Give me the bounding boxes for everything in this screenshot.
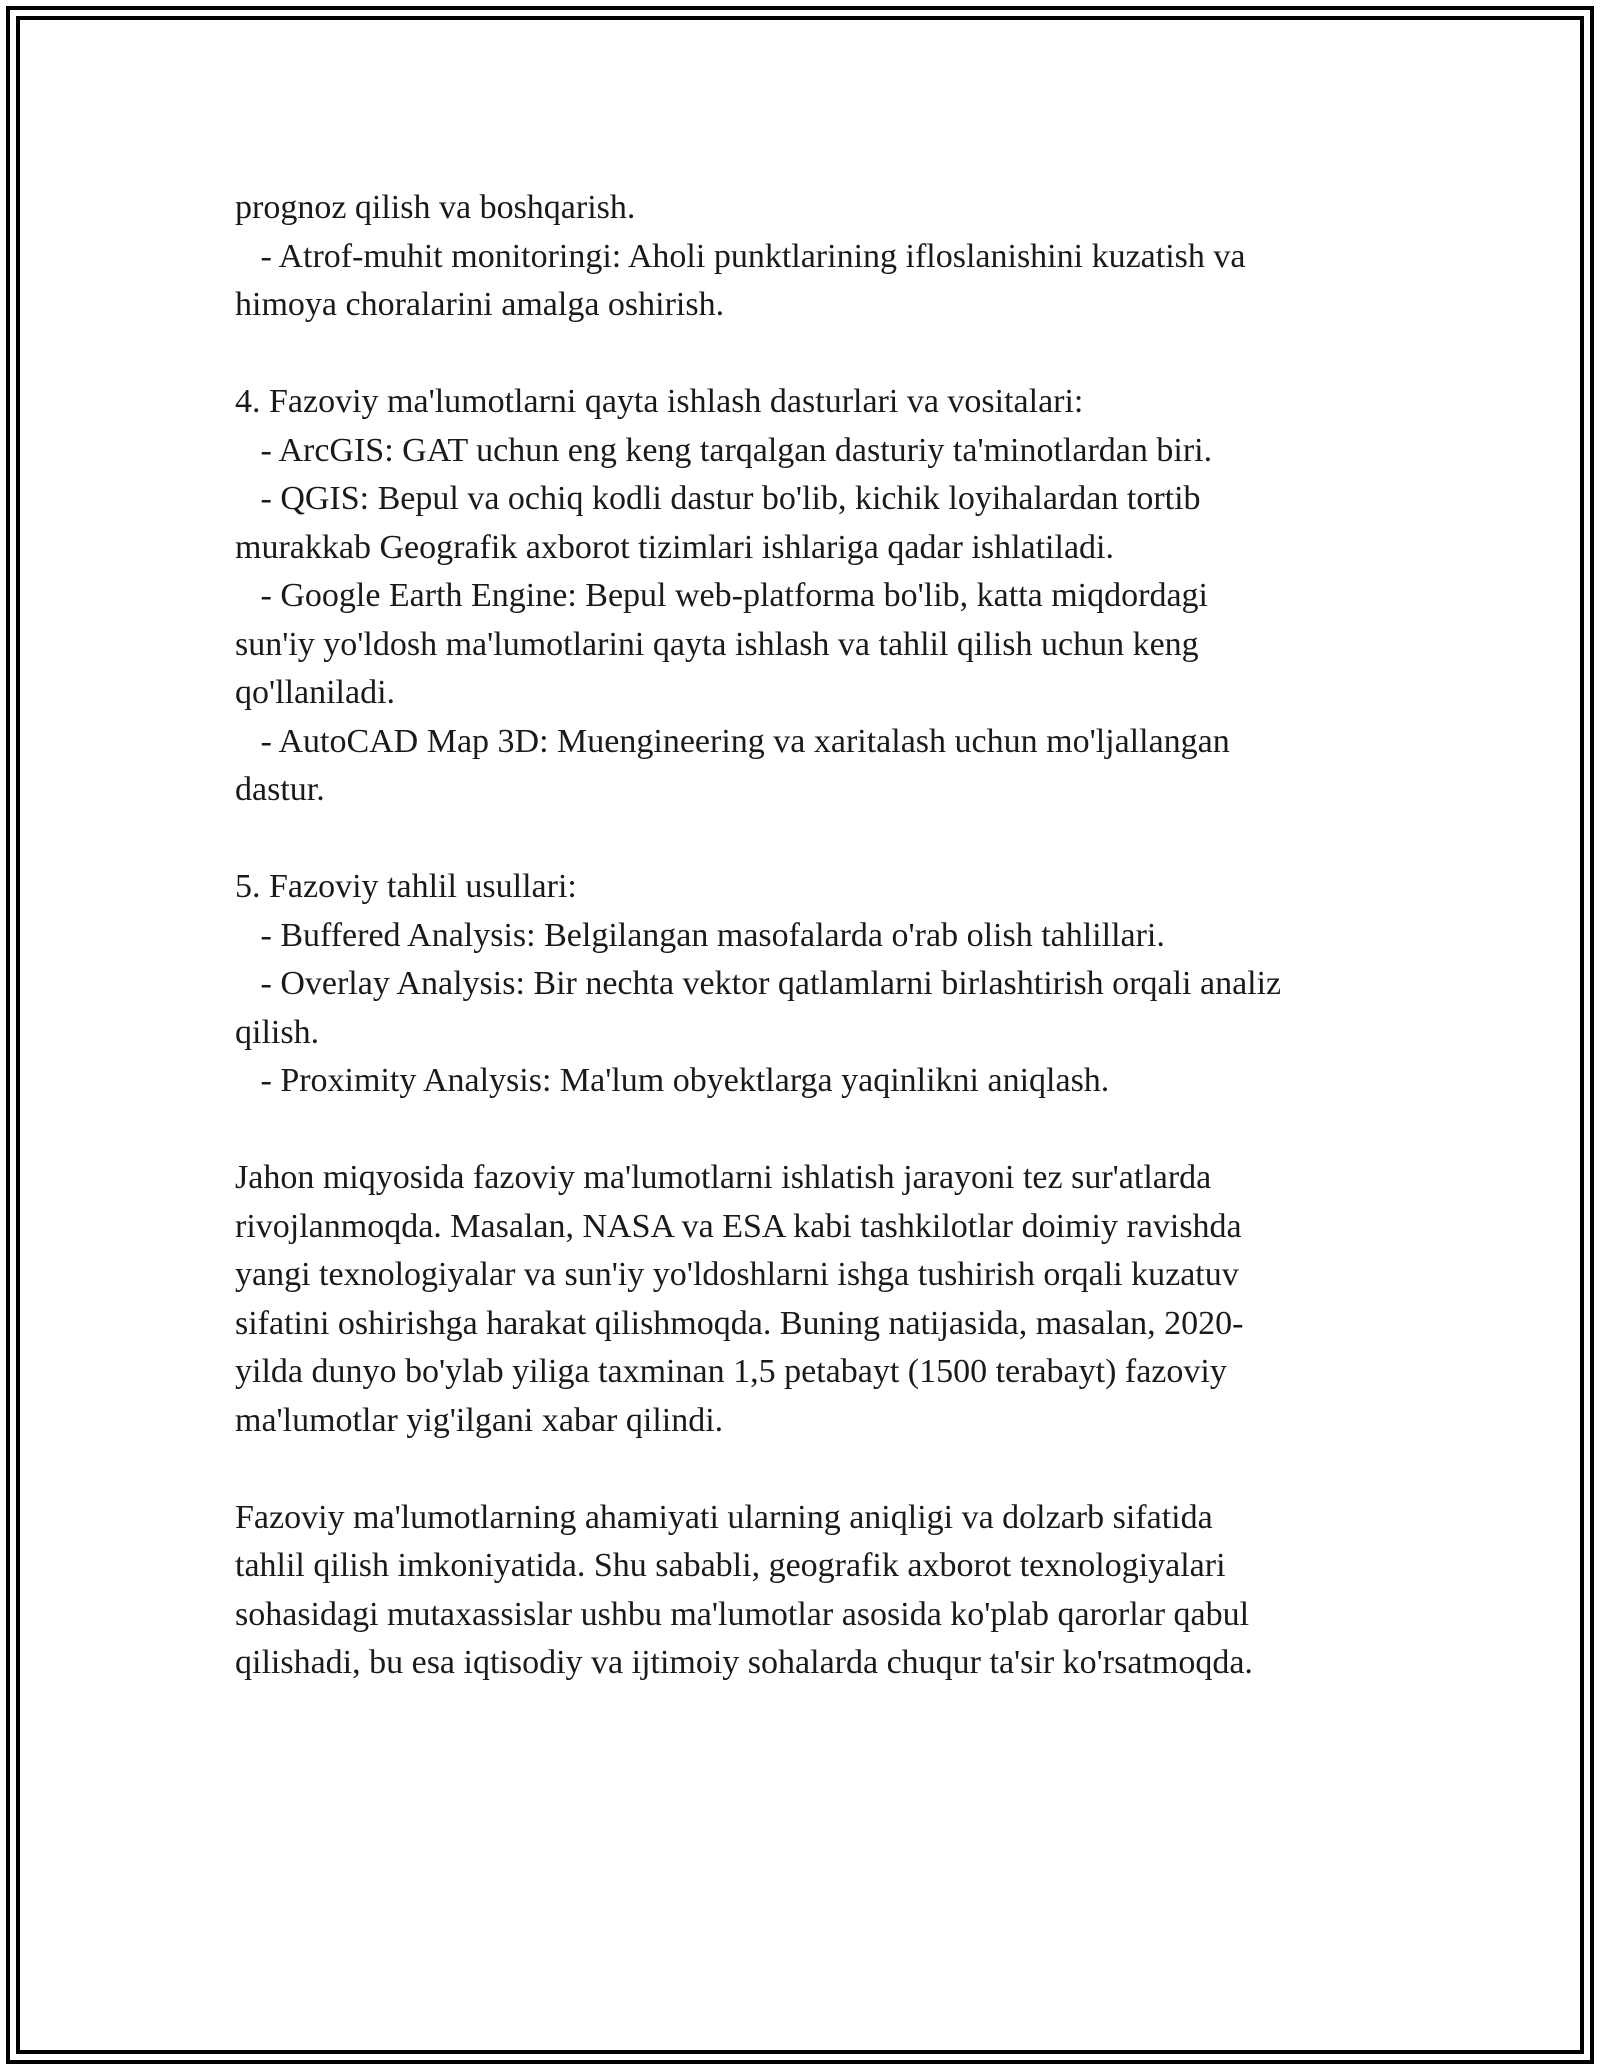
text-line: prognoz qilish va boshqarish. [235, 189, 636, 226]
text-line: tahlil qilish imkoniyatida. Shu sababli, geografik axborot texnologiyalari [235, 1547, 1226, 1584]
text-line: murakkab Geografik axborot tizimlari ishlariga qadar ishlatiladi. [235, 528, 1114, 566]
list-item: - Google Earth Engine: Bepul web-platforma bo'lib, katta miqdordagi [235, 577, 1208, 614]
text-line: qilishadi, bu esa iqtisodiy va ijtimoiy sohalarda chuqur ta'sir ko'rsatmoqda. [235, 1644, 1253, 1681]
paragraph-spacer [235, 1106, 1385, 1155]
text-line: sohasidagi mutaxassislar ushbu ma'lumotlar asosida ko'plab qarorlar qabul [235, 1595, 1250, 1633]
document-body [235, 184, 1385, 1688]
paragraph-spacer [235, 1445, 1385, 1494]
list-item: - AutoCAD Map 3D: Muengineering va xaritalash uchun mo'ljallangan [235, 722, 1230, 760]
text-line: qilish. [235, 1013, 320, 1051]
paragraph-spacer [235, 330, 1385, 379]
list-item: - QGIS: Bepul va ochiq kodli dastur bo'lib, kichik loyihalardan tortib [235, 480, 1201, 517]
paragraph-global-trends [235, 1154, 1385, 1445]
text-line: Jahon miqyosida fazoviy ma'lumotlarni ishlatish jarayoni tez sur'atlarda [235, 1159, 1212, 1196]
list-item: - Overlay Analysis: Bir nechta vektor qatlamlarni birlashtirish orqali analiz [235, 965, 1282, 1002]
paragraph-continuation [235, 184, 1385, 330]
text-line: yangi texnologiyalar va sun'iy yo'ldoshlarni ishga tushirish orqali kuzatuv [235, 1256, 1239, 1293]
section-heading: 5. Fazoviy tahlil usullari: [235, 868, 577, 905]
text-line: yilda dunyo bo'ylab yiliga taxminan 1,5 petabayt (1500 terabayt) fazoviy [235, 1353, 1227, 1390]
text-line: qo'llaniladi. [235, 674, 396, 711]
text-line: himoya choralarini amalga oshirish. [235, 286, 725, 323]
text-line: sifatini oshirishga harakat qilishmoqda. Buning natijasida, masalan, 2020- [235, 1304, 1244, 1342]
text-line: Fazoviy ma'lumotlarning ahamiyati ularning aniqligi va dolzarb sifatida [235, 1498, 1213, 1536]
list-item: - ArcGIS: GAT uchun eng keng tarqalgan dasturiy ta'minotlardan biri. [235, 431, 1213, 469]
section-heading: 4. Fazoviy ma'lumotlarni qayta ishlash dasturlari va vositalari: [235, 383, 1084, 420]
list-item: - Proximity Analysis: Ma'lum obyektlarga yaqinlikni aniqlash. [235, 1062, 1110, 1099]
text-line: sun'iy yo'ldosh ma'lumotlarini qayta ishlash va tahlil qilish uchun keng [235, 625, 1199, 663]
section-analysis-methods [235, 863, 1385, 1106]
paragraph-importance [235, 1494, 1385, 1688]
list-item: - Buffered Analysis: Belgilangan masofalarda o'rab olish tahlillari. [235, 916, 1165, 954]
paragraph-spacer [235, 815, 1385, 864]
text-line: - Atrof-muhit monitoringi: Aholi punktlarining ifloslanishini kuzatish va [235, 237, 1246, 275]
text-line: dastur. [235, 771, 325, 808]
section-software-tools [235, 378, 1385, 815]
text-line: ma'lumotlar yig'ilgani xabar qilindi. [235, 1401, 724, 1439]
text-line: rivojlanmoqda. Masalan, NASA va ESA kabi tashkilotlar doimiy ravishda [235, 1207, 1242, 1245]
